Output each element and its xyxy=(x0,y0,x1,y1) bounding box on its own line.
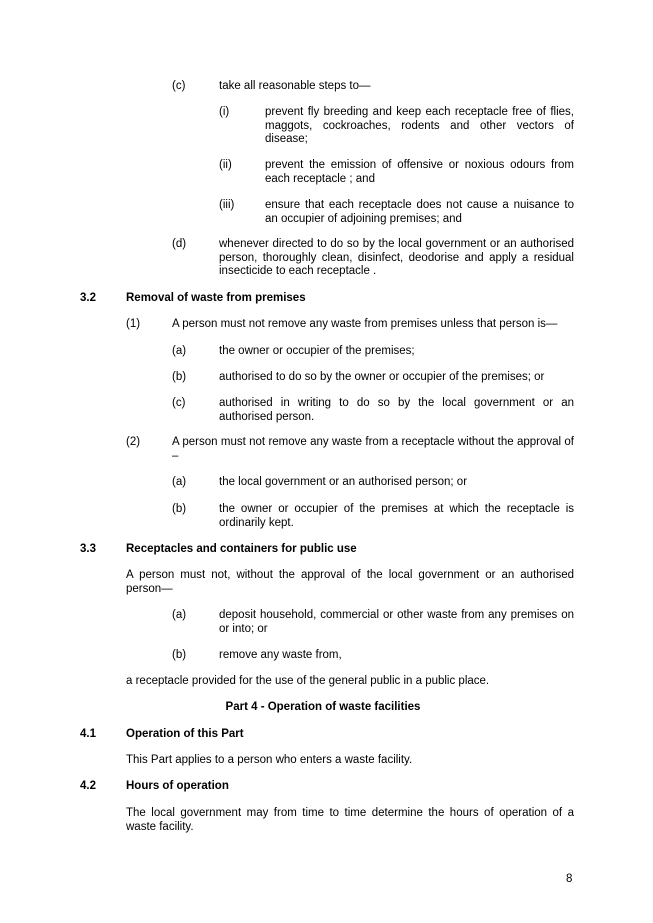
s32-p1-label: (1) xyxy=(126,318,141,330)
item-c-ii-label: (ii) xyxy=(219,159,232,171)
s33-b-label: (b) xyxy=(172,649,187,661)
item-d-label: (d) xyxy=(172,238,187,250)
part-4-heading: Part 4 - Operation of waste facilities xyxy=(225,701,421,713)
item-c-label: (c) xyxy=(172,80,186,92)
s42-text: The local government may from time to time determine the hours of operation of a waste facility. xyxy=(126,807,574,833)
s32-p1-b-label: (b) xyxy=(172,371,187,383)
page-number: 8 xyxy=(566,873,573,885)
item-c-i-text: prevent fly breeding and keep each receptacle free of flies, maggots, cockroaches, rodents and other vectors of disease; xyxy=(265,106,574,145)
s32-p2-label: (2) xyxy=(126,436,141,448)
s32-p1-b-text: authorised to do so by the owner or occupier of the premises; or xyxy=(219,371,545,383)
s33-b-text: remove any waste from, xyxy=(219,649,342,661)
item-c-iii-label: (iii) xyxy=(219,199,235,211)
s32-p1-text: A person must not remove any waste from premises unless that person is— xyxy=(172,318,558,330)
item-c-iii-text: ensure that each receptacle does not cause a nuisance to an occupier of adjoining premises; and xyxy=(265,199,574,225)
section-4-1-number: 4.1 xyxy=(80,728,96,740)
s32-p1-a-text: the owner or occupier of the premises; xyxy=(219,345,415,357)
s32-p2-a-text: the local government or an authorised person; or xyxy=(219,476,468,488)
section-4-2-title: Hours of operation xyxy=(126,780,229,792)
section-3-2-number: 3.2 xyxy=(80,292,96,304)
s32-p1-a-label: (a) xyxy=(172,345,187,357)
item-c-text: take all reasonable steps to— xyxy=(219,80,371,92)
s32-p1-c-text: authorised in writing to do so by the local government or an authorised person. xyxy=(219,397,574,423)
section-4-1-title: Operation of this Part xyxy=(126,728,244,740)
section-3-3-title: Receptacles and containers for public use xyxy=(126,543,357,555)
s32-p2-text: A person must not remove any waste from a receptacle without the approval of – xyxy=(172,436,574,462)
s33-a-text: deposit household, commercial or other waste from any premises on or into; or xyxy=(219,609,574,635)
s33-a-label: (a) xyxy=(172,609,187,621)
s32-p1-c-label: (c) xyxy=(172,397,186,409)
s33-closing: a receptacle provided for the use of the general public in a public place. xyxy=(126,675,490,687)
item-d-text: whenever directed to do so by the local government or an authorised person, thoroughly clean, disinfect, deodorise and apply a residual insecticide to each receptacle . xyxy=(219,238,574,277)
s32-p2-a-label: (a) xyxy=(172,476,187,488)
s33-intro: A person must not, without the approval of the local government or an authorised person— xyxy=(126,569,574,595)
section-4-2-number: 4.2 xyxy=(80,780,96,792)
s32-p2-b-text: the owner or occupier of the premises at which the receptacle is ordinarily kept. xyxy=(219,503,574,529)
s32-p2-b-label: (b) xyxy=(172,503,187,515)
item-c-i-label: (i) xyxy=(219,106,230,118)
item-c-ii-text: prevent the emission of offensive or noxious odours from each receptacle ; and xyxy=(265,159,574,185)
s41-text: This Part applies to a person who enters a waste facility. xyxy=(126,754,413,766)
section-3-2-title: Removal of waste from premises xyxy=(126,292,306,304)
section-3-3-number: 3.3 xyxy=(80,543,96,555)
